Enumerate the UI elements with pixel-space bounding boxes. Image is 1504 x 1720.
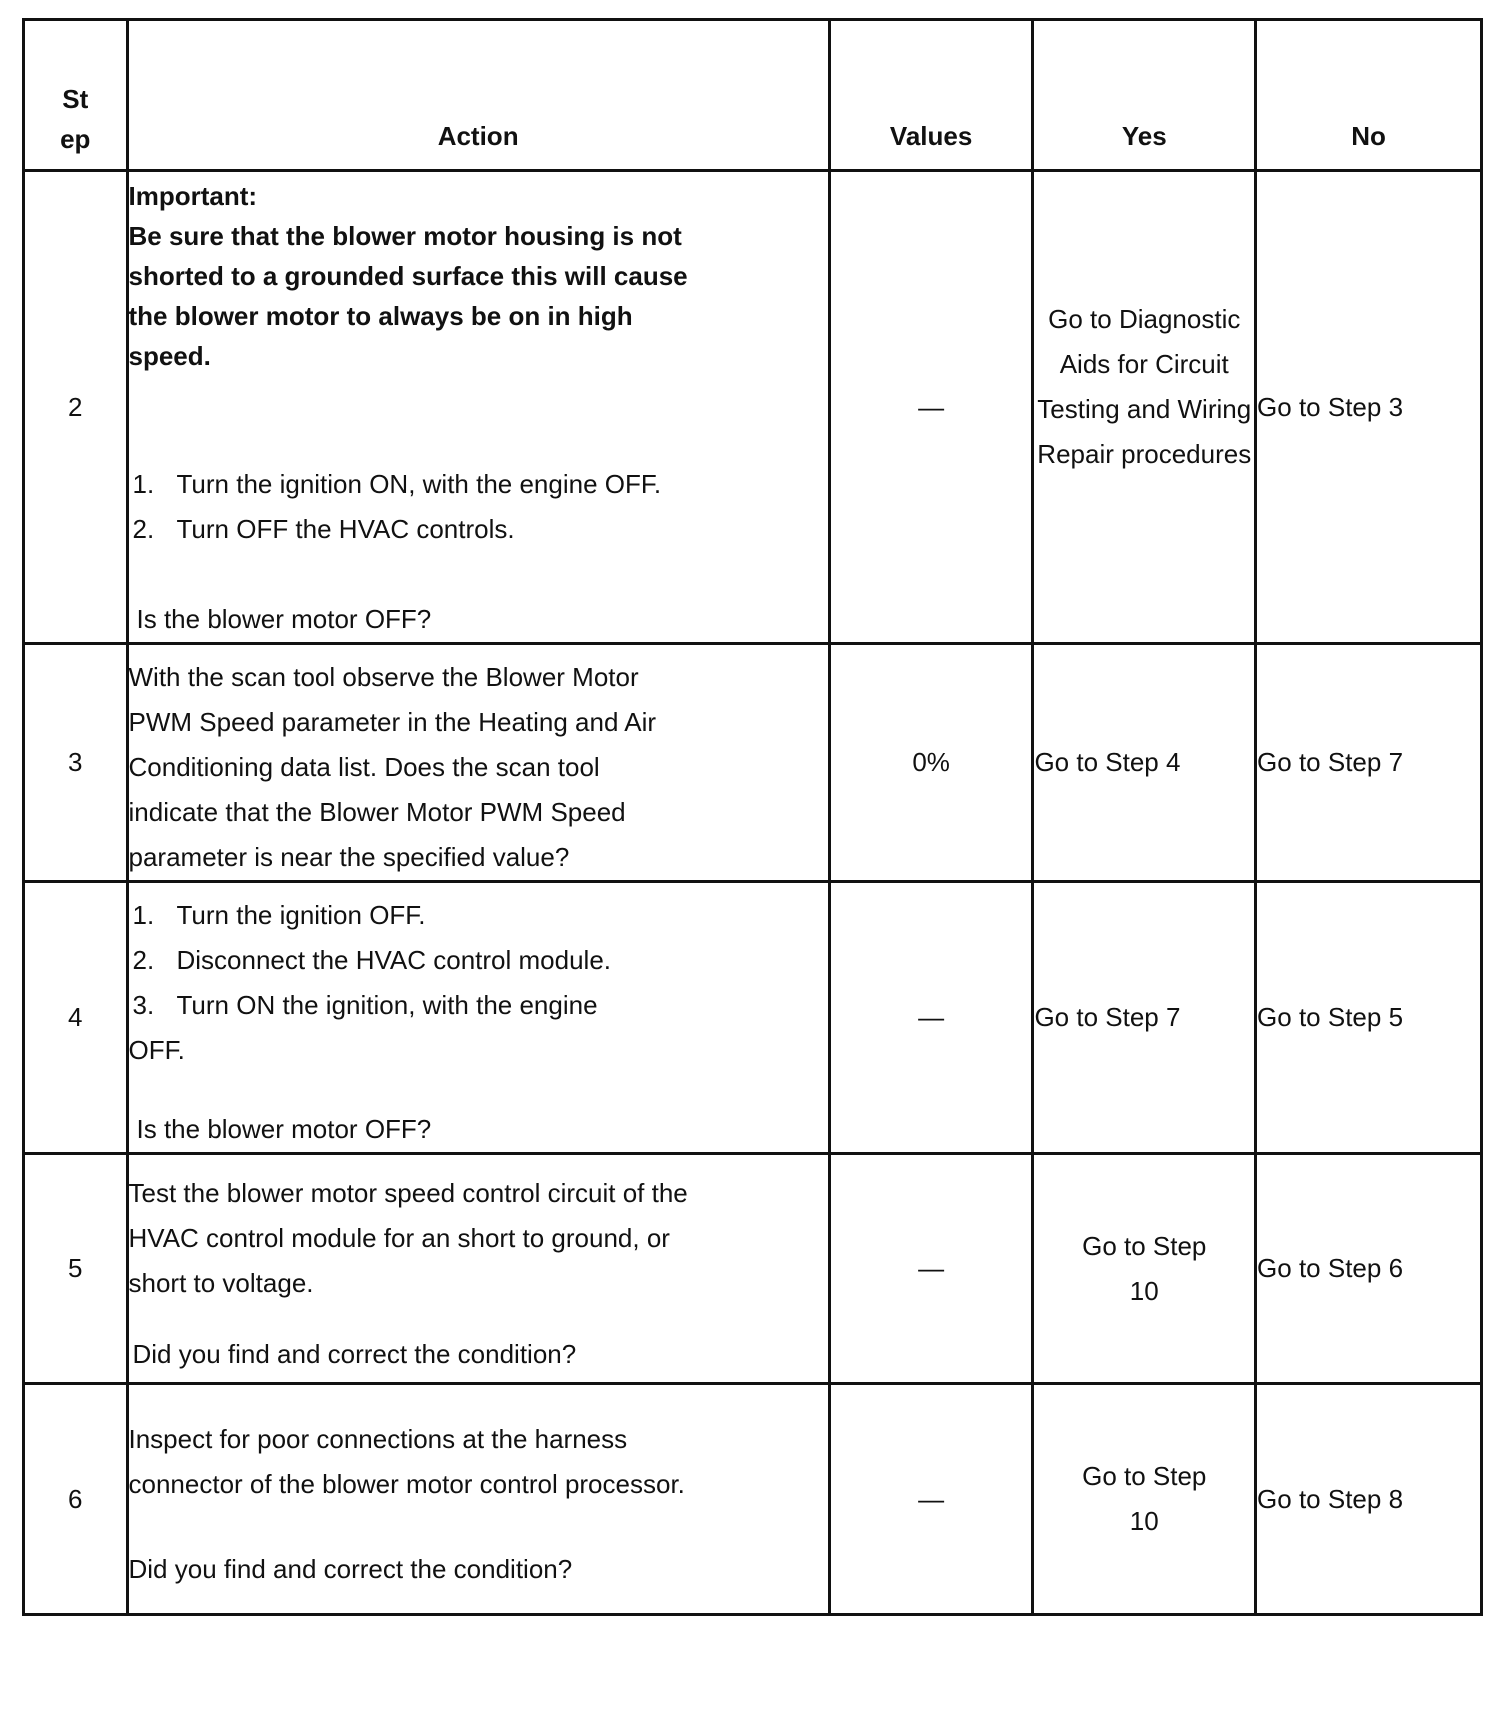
yes-cell xyxy=(1033,1154,1256,1384)
no-column-header: No xyxy=(1256,20,1482,171)
list-item: 1. Turn the ignition ON, with the engine OFF. xyxy=(132,469,662,499)
action-steps-list xyxy=(129,893,828,1028)
values-column-header: Values xyxy=(829,20,1033,171)
table-row xyxy=(24,644,1482,882)
yes-column-header: Yes xyxy=(1033,20,1256,171)
step-number: 6 xyxy=(24,1384,128,1615)
yes-link[interactable]: Go to Step 4 xyxy=(1034,747,1181,777)
value-cell: — xyxy=(829,1154,1033,1384)
action-cell xyxy=(127,1384,829,1615)
no-cell xyxy=(1256,1154,1482,1384)
no-cell xyxy=(1256,644,1482,882)
step-number: 5 xyxy=(24,1154,128,1384)
yes-link[interactable]: Go to Step 10 xyxy=(1082,1461,1207,1536)
action-cell xyxy=(127,1154,829,1384)
step-column-header xyxy=(24,20,128,171)
yes-link[interactable]: Go to Diagnostic Aids for Circuit Testing and Wiring Repair procedures xyxy=(1037,304,1252,469)
table-row xyxy=(24,882,1482,1154)
no-link[interactable]: Go to Step 6 xyxy=(1257,1253,1404,1283)
important-text: Be sure that the blower motor housing is not shorted to a grounded surface this will cause the blower motor to always be on in high speed. xyxy=(128,221,688,371)
important-label: Important: xyxy=(128,181,258,211)
value-cell: — xyxy=(829,882,1033,1154)
header-row xyxy=(24,20,1482,171)
yes-cell xyxy=(1033,1384,1256,1615)
action-text: With the scan tool observe the Blower Motor PWM Speed parameter in the Heating and Air Conditioning data list. Does the scan tool indicate that the Blower Motor PWM Speed parameter is near the specified value? xyxy=(128,662,657,872)
no-link[interactable]: Go to Step 5 xyxy=(1257,1002,1404,1032)
action-cell xyxy=(127,171,829,644)
no-cell xyxy=(1256,171,1482,644)
list-item: 1. Turn the ignition OFF. xyxy=(132,900,426,930)
value-cell: — xyxy=(829,1384,1033,1615)
table-row xyxy=(24,1384,1482,1615)
diagnostic-table xyxy=(22,18,1483,1616)
question-text: Is the blower motor OFF? xyxy=(136,1114,432,1144)
step-number: 2 xyxy=(24,171,128,644)
value-cell: — xyxy=(829,171,1033,644)
step-number: 3 xyxy=(24,644,128,882)
no-link[interactable]: Go to Step 7 xyxy=(1257,747,1404,777)
list-item: 2. Disconnect the HVAC control module. xyxy=(132,945,611,975)
action-column-header: Action xyxy=(127,20,829,171)
yes-link[interactable]: Go to Step 10 xyxy=(1082,1230,1207,1306)
table-row xyxy=(24,171,1482,644)
no-cell xyxy=(1256,1384,1482,1615)
question-text: Did you find and correct the condition? xyxy=(128,1553,573,1584)
action-steps-list xyxy=(129,462,828,552)
table-row xyxy=(24,1154,1482,1384)
value-cell: 0% xyxy=(829,644,1033,882)
step-header-line1: St xyxy=(62,84,89,114)
action-text: Test the blower motor speed control circuit of the HVAC control module for an short to ground, or short to voltage. xyxy=(128,1177,688,1298)
action-cell xyxy=(127,644,829,882)
no-link[interactable]: Go to Step 3 xyxy=(1257,391,1404,422)
no-link[interactable]: Go to Step 8 xyxy=(1257,1483,1404,1514)
question-text: Is the blower motor OFF? xyxy=(136,604,432,634)
question-text: Did you find and correct the condition? xyxy=(132,1338,577,1369)
yes-link[interactable]: Go to Step 7 xyxy=(1034,1002,1181,1032)
yes-cell xyxy=(1033,171,1256,644)
yes-cell xyxy=(1033,644,1256,882)
important-note xyxy=(129,172,828,376)
step-header-line2: ep xyxy=(60,124,91,154)
list-item: 3. Turn ON the ignition, with the engine xyxy=(132,990,598,1020)
list-item: 2. Turn OFF the HVAC controls. xyxy=(132,514,515,544)
action-cell xyxy=(127,882,829,1154)
step-number: 4 xyxy=(24,882,128,1154)
list-item-continuation: OFF. xyxy=(128,1035,185,1065)
action-text: Inspect for poor connections at the harness connector of the blower motor control processor. xyxy=(128,1423,685,1499)
yes-cell xyxy=(1033,882,1256,1154)
no-cell xyxy=(1256,882,1482,1154)
